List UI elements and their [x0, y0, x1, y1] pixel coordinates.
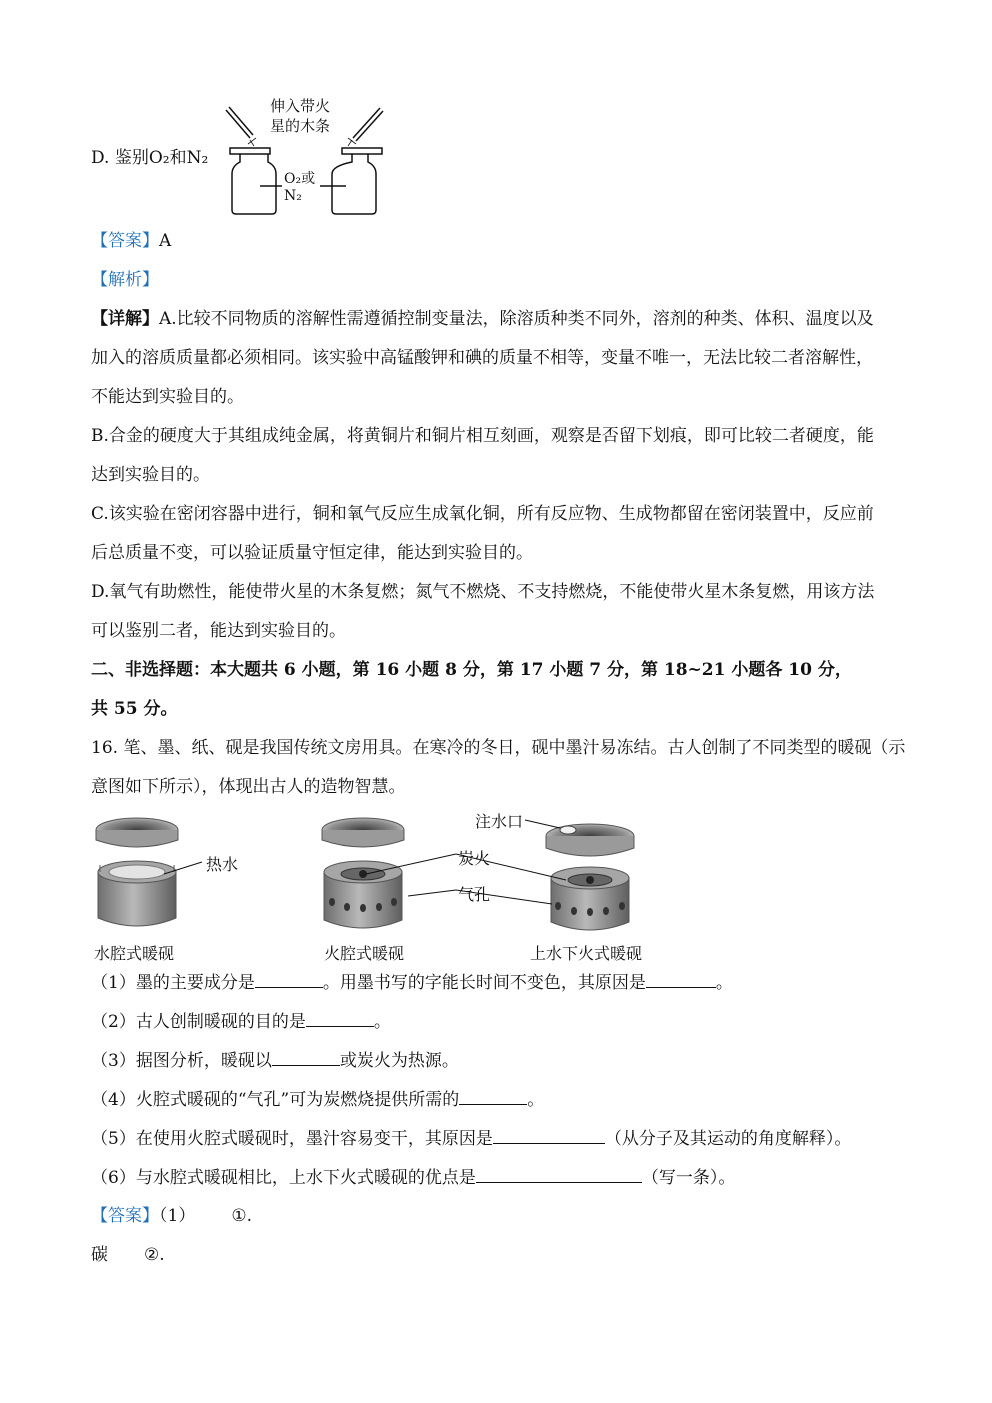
q16-sub-2: （2）古人创制暖砚的目的是 。: [91, 1012, 391, 1032]
detail-tag: 【详解】: [91, 309, 159, 329]
answer-a: [91, 230, 171, 252]
q16-sub-1: （1）墨的主要成分是 。用墨书写的字能长时间不变色，其原因是 。: [91, 973, 733, 993]
answer16-line2: [91, 1244, 165, 1266]
splint-label-line1: 伸入带火: [270, 97, 331, 115]
q16-sub-5: （5）在使用火腔式暖砚时，墨汁容易变干，其原因是 （从分子及其运动的角度解释）。: [91, 1129, 852, 1149]
answer16-part: （1）: [159, 1206, 196, 1226]
detail-text: A.比较不同物质的溶解性需遵循控制变量法，除溶质种类不同外，溶剂的种类、体积、温度以及: [159, 309, 874, 329]
answer16-circle2: ②.: [144, 1245, 165, 1265]
detail-line-4: B.合金的硬度大于其组成纯金属，将黄铜片和铜片相互刻画，观察是否留下划痕，即可比较二者硬度，能: [91, 426, 874, 446]
q16-sub-6: （6）与水腔式暖砚相比，上水下火式暖砚的优点是 （写一条）。: [91, 1168, 736, 1188]
section-heading-line2: 共 55 分。: [91, 699, 178, 719]
q16-stem-line2: 意图如下所示），体现出古人的造物智慧。: [91, 777, 406, 797]
answer-blank[interactable]: [493, 1127, 605, 1144]
q16-sub-3: （3）据图分析，暖砚以 或炭火为热源。: [91, 1051, 459, 1071]
answer-blank[interactable]: [459, 1088, 527, 1105]
answer16-circle1: ①.: [231, 1206, 252, 1226]
detail-line-1: [91, 308, 874, 330]
detail-line-5: 达到实验目的。: [91, 465, 210, 485]
detail-line-8: D.氧气有助燃性，能使带火星的木条复燃；氮气不燃烧、不支持燃烧，不能使带火星木条复燃，用该方法: [91, 582, 875, 602]
ink-stone-figure: [90, 810, 690, 945]
caption-water-fire: 上水下火式暖砚: [530, 944, 643, 963]
answer-blank[interactable]: [646, 971, 716, 988]
answer-blank[interactable]: [476, 1166, 642, 1183]
answer16-line1: [91, 1205, 252, 1227]
section-heading-line1: 二、非选择题：本大题共 6 小题，第 16 小题 8 分，第 17 小题 7 分，第 18~21 小题各 10 分，: [91, 660, 852, 680]
water-cavity-ink-stone: [96, 818, 178, 926]
analysis-tag: 【解析】: [91, 270, 159, 290]
water-fire-ink-stone: [546, 824, 634, 930]
splint-label-line2: 星的木条: [270, 117, 331, 135]
answer-value: A: [159, 231, 172, 251]
answer16-tag: 【答案】: [91, 1206, 159, 1226]
q16-stem-line1: 16. 笔、墨、纸、砚是我国传统文房用具。在寒冷的冬日，砚中墨汁易冻结。古人创制了不同类型的暖砚（示: [91, 738, 906, 758]
detail-line-3: 不能达到实验目的。: [91, 387, 244, 407]
answer-tag: 【答案】: [91, 231, 159, 251]
caption-water-cavity: 水腔式暖砚: [94, 944, 175, 963]
answer-blank[interactable]: [306, 1010, 374, 1027]
option-d-label: D. 鉴别O₂和N₂: [91, 148, 209, 168]
gas-label-line2: N₂: [284, 188, 302, 204]
fire-cavity-ink-stone: [322, 818, 404, 928]
answer-blank[interactable]: [255, 971, 323, 988]
label-air-hole: 气孔: [458, 885, 491, 904]
detail-line-9: 可以鉴别二者，能达到实验目的。: [91, 621, 346, 641]
detail-line-2: 加入的溶质质量都必须相同。该实验中高锰酸钾和碘的质量不相等，变量不唯一，无法比较二者溶解性，: [91, 348, 873, 368]
label-water-inlet: 注水口: [475, 812, 524, 831]
detail-line-6: C.该实验在密闭容器中进行，铜和氧气反应生成氧化铜，所有反应物、生成物都留在密闭装置中，反应前: [91, 504, 874, 524]
answer16-carbon: 碳: [91, 1245, 108, 1265]
q16-sub-4: （4）火腔式暖砚的“气孔”可为炭燃烧提供所需的 。: [91, 1090, 545, 1110]
detail-line-7: 后总质量不变，可以验证质量守恒定律，能达到实验目的。: [91, 543, 533, 563]
gas-label-line1: O₂或: [284, 171, 316, 187]
answer-blank[interactable]: [272, 1049, 340, 1066]
label-hot-water: 热水: [206, 855, 239, 874]
caption-fire-cavity: 火腔式暖砚: [324, 944, 405, 963]
label-charcoal: 炭火: [458, 849, 491, 868]
